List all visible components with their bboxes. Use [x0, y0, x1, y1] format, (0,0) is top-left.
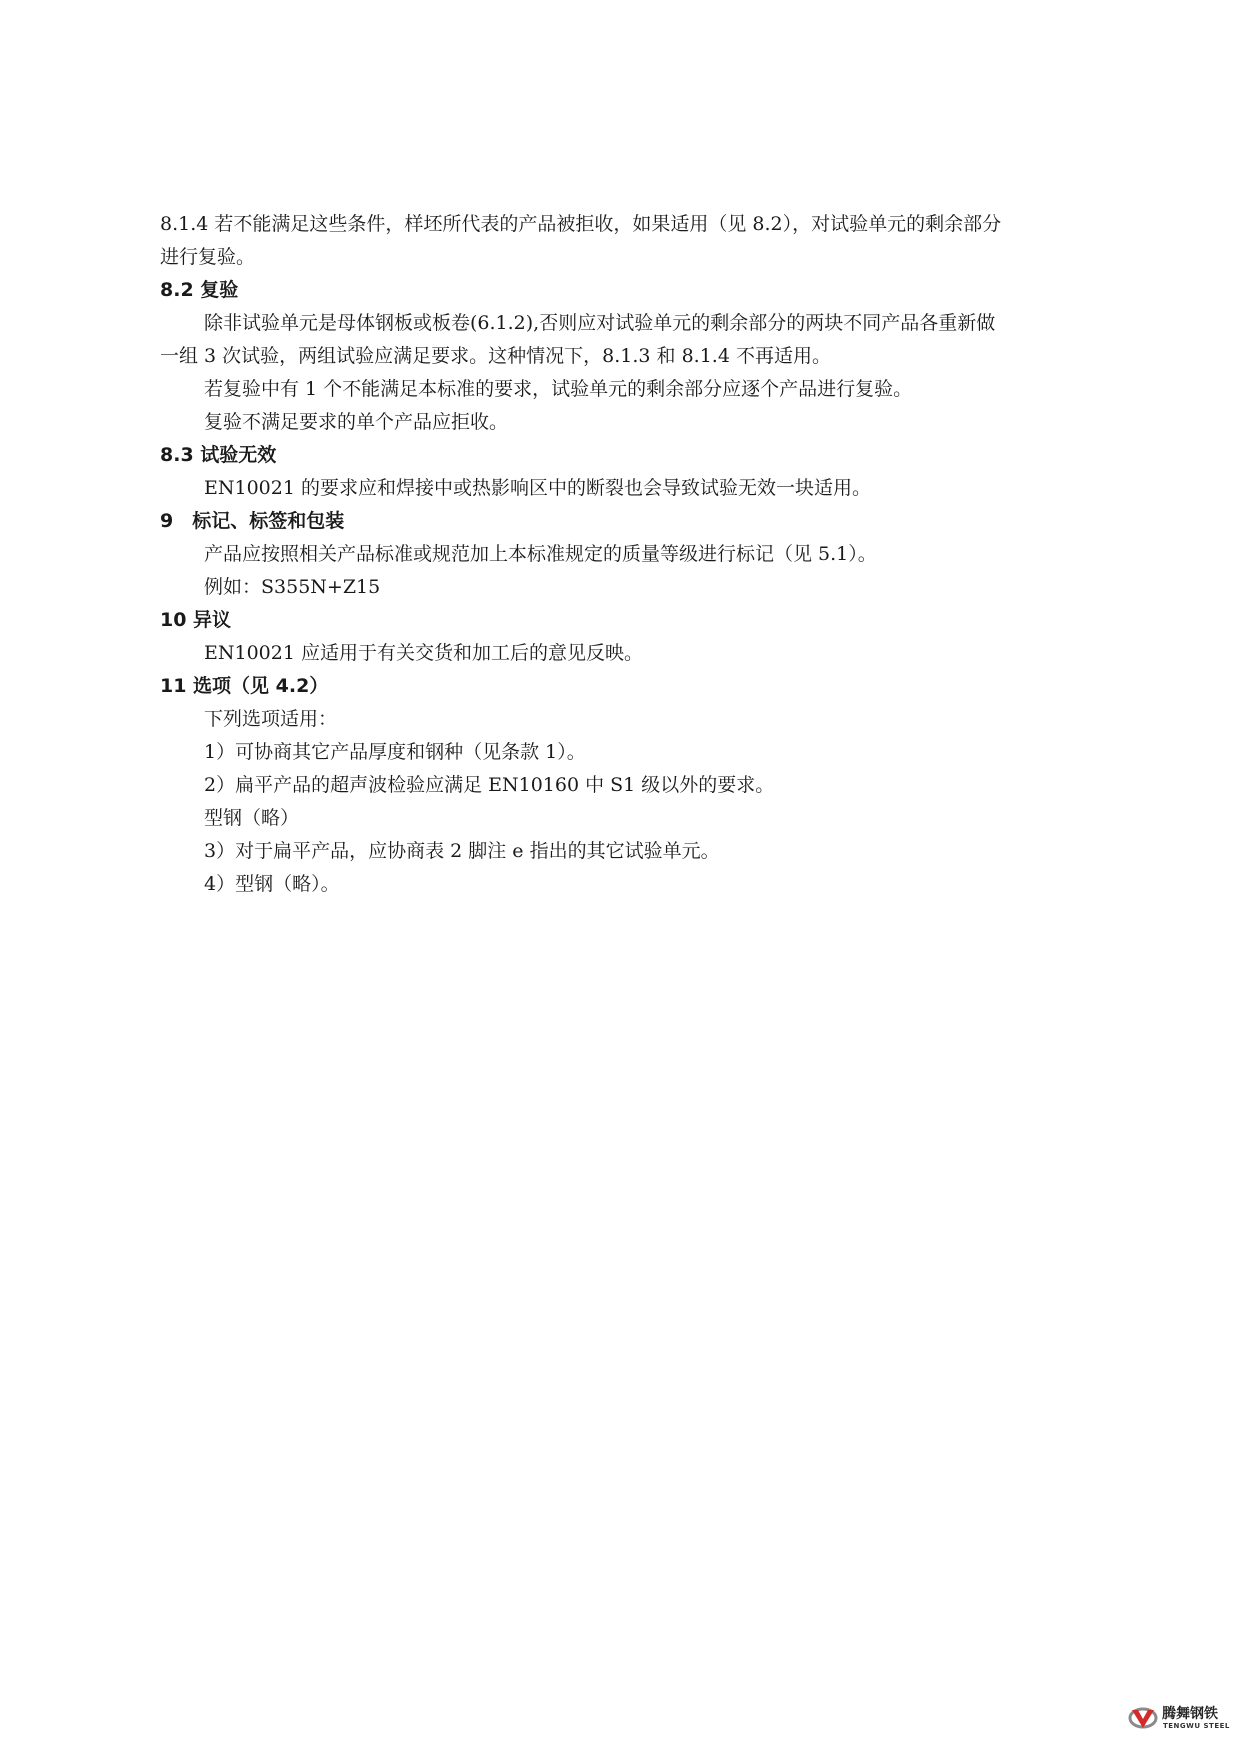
clause-8-1-4-line-1: 8.1.4 若不能满足这些条件，样坯所代表的产品被拒收，如果适用（见 8.2），对试验单元的剩余部分: [160, 213, 1002, 235]
option-item: 3）对于扁平产品，应协商表 2 脚注 e 指出的其它试验单元。: [204, 840, 720, 862]
clause-11-intro: 下列选项适用：: [204, 708, 338, 730]
clause-10-para-1: EN10021 应适用于有关交货和加工后的意见反映。: [204, 642, 643, 664]
clause-8-2-para-1-line-1: 除非试验单元是母体钢板或板卷(6.1.2),否则应对试验单元的剩余部分的两块不同产品各重新做: [204, 312, 996, 334]
clause-8-2-para-2: 若复验中有 1 个不能满足本标准的要求，试验单元的剩余部分应逐个产品进行复验。: [204, 378, 913, 400]
option-item: 4）型钢（略）。: [204, 873, 340, 895]
clause-8-1-4-line-2: 进行复验。: [160, 246, 256, 268]
document-body: [160, 208, 1120, 901]
logo-name-text: 腾舞钢铁: [1162, 1706, 1218, 1722]
logo-sub-text: TENGWU STEEL: [1163, 1722, 1230, 1730]
heading-8-3: 8.3 试验无效: [160, 444, 277, 466]
clause-8-2-para-3: 复验不满足要求的单个产品应拒收。: [204, 411, 509, 433]
option-item: 1）可协商其它产品厚度和钢种（见条款 1）。: [204, 741, 586, 763]
company-logo: [1128, 1700, 1238, 1736]
heading-10: 10 异议: [160, 609, 232, 631]
clause-9-para-1: 产品应按照相关产品标准或规范加上本标准规定的质量等级进行标记（见 5.1）。: [204, 543, 877, 565]
option-item: 型钢（略）: [204, 807, 300, 829]
tengwu-logo-icon: [1128, 1702, 1158, 1732]
clause-8-3-para-1: EN10021 的要求应和焊接中或热影响区中的断裂也会导致试验无效一块适用。: [204, 477, 871, 499]
clause-8-2-para-1-line-2: 一组 3 次试验，两组试验应满足要求。这种情况下，8.1.3 和 8.1.4 不再适用。: [160, 345, 831, 367]
heading-9: 9 标记、标签和包装: [160, 510, 345, 532]
option-item: 2）扁平产品的超声波检验应满足 EN10160 中 S1 级以外的要求。: [204, 774, 775, 796]
heading-11: 11 选项（见 4.2）: [160, 675, 329, 697]
clause-9-example: 例如：S355N+Z15: [204, 576, 381, 598]
heading-8-2: 8.2 复验: [160, 279, 239, 301]
